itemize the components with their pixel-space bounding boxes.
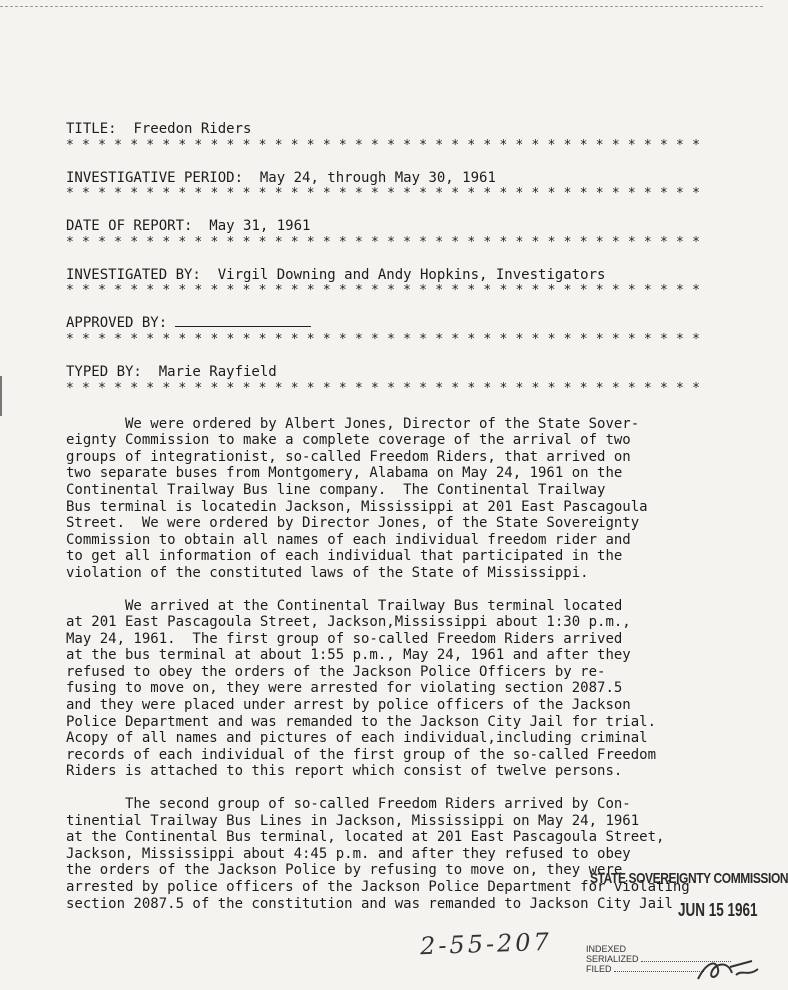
field-label: INVESTIGATIVE PERIOD:: [66, 169, 244, 186]
paragraph: We arrived at the Continental Trailway Bus terminal located at 201 East Pascagoula Street, Jackson,Mississippi about 1:30 p.m., May 24, 1961. The first group of so-called Freedom Riders arrived at the bus terminal at about 1:55 p.m., May 24, 1961 and after they refused to obey the orders of the Jackson Police Officers by re- fusing to move on, they were arrested for violating section 2087.5 and they were placed under arrest by police officers of the Jackson Police Department and was remanded to the Jackson City Jail for trial. Acopy of all names and pictures of each individual,including criminal records of each individual of the first group of the so-called Freedom Riders is attached to this report which consist of twelve persons.: [66, 597, 657, 780]
page-top-edge: [0, 0, 763, 7]
star-rule: * * * * * * * * * * * * * * * * * * * * * * * * * * * * * * * * * * * * * * * *: [66, 234, 701, 250]
field-investigative-period: [66, 170, 726, 202]
field-investigated-by: [66, 267, 726, 299]
field-value: May 31, 1961: [209, 218, 311, 235]
field-value: Freedon Riders: [133, 121, 252, 137]
field-title: [66, 121, 726, 153]
field-approved-by: [66, 315, 726, 347]
index-stamp-line: SERIALIZED: [586, 954, 731, 964]
report-body: [66, 121, 726, 912]
field-date-of-report: [66, 218, 726, 250]
paragraph: We were ordered by Albert Jones, Director of the State Sover- eignty Commission to make a complete coverage of the arrival of two groups of integrationist, so-called Freedom Riders, that arrived on two separate buses from Montgomery, Alabama on May 24, 1961 on the Continental Trailway Bus line company. The Continental Trailway Bus terminal is locatedin Jackson, Mississippi at 201 East Pascagoula Street. We were ordered by Director Jones, of the State Sovereignty Commission to obtain all names of each individual freedom rider and to get all information of each individual that participated in the violation of the constituted laws of the State of Mississippi.: [66, 415, 648, 581]
index-stamp-line: FILED: [586, 964, 731, 974]
field-value: Marie Rayfield: [158, 363, 277, 380]
star-rule: * * * * * * * * * * * * * * * * * * * * * * * * * * * * * * * * * * * * * * * *: [66, 380, 701, 396]
field-label: INVESTIGATED BY:: [66, 266, 201, 283]
field-label: TITLE:: [66, 121, 117, 137]
stamp-agency: STATE SOVEREIGNTY COMMISSION: [590, 870, 788, 887]
field-typed-by: [66, 364, 726, 396]
field-value: Virgil Downing and Andy Hopkins, Investigators: [217, 266, 606, 283]
star-rule: * * * * * * * * * * * * * * * * * * * * * * * * * * * * * * * * * * * * * * * *: [66, 283, 701, 299]
handwritten-initials: [692, 955, 762, 985]
handwritten-file-number: 2-55-207: [419, 927, 553, 961]
star-rule: * * * * * * * * * * * * * * * * * * * * * * * * * * * * * * * * * * * * * * * *: [66, 331, 701, 347]
field-label: APPROVED BY:: [66, 315, 168, 332]
margin-mark: [0, 376, 2, 416]
field-label: DATE OF REPORT:: [66, 218, 193, 235]
star-rule: * * * * * * * * * * * * * * * * * * * * * * * * * * * * * * * * * * * * * * * *: [66, 186, 701, 202]
index-stamp-line: INDEXED: [586, 944, 627, 954]
signature-line: [175, 316, 311, 327]
star-rule: * * * * * * * * * * * * * * * * * * * * * * * * * * * * * * * * * * * * * * * *: [66, 137, 701, 153]
field-value: May 24, through May 30, 1961: [259, 169, 496, 186]
field-label: TYPED BY:: [66, 363, 142, 380]
received-stamp: [588, 860, 788, 920]
stamp-date: JUN 15 1961: [678, 900, 758, 920]
paragraph: The second group of so-called Freedom Riders arrived by Con- tinential Trailway Bus Lines in Jackson, Mississippi on May 24, 1961 at the Continental Bus terminal, located at 201 East Pascagoula Street, Jackson, Mississippi about 4:45 p.m. and after they refused to obey the orders of the Jackson Police by refusing to move on, they were arrested by police officers of the Jackson Police Department for violating section 2087.5 of the constitution and was remanded to Jackson City Jail: [66, 796, 690, 912]
